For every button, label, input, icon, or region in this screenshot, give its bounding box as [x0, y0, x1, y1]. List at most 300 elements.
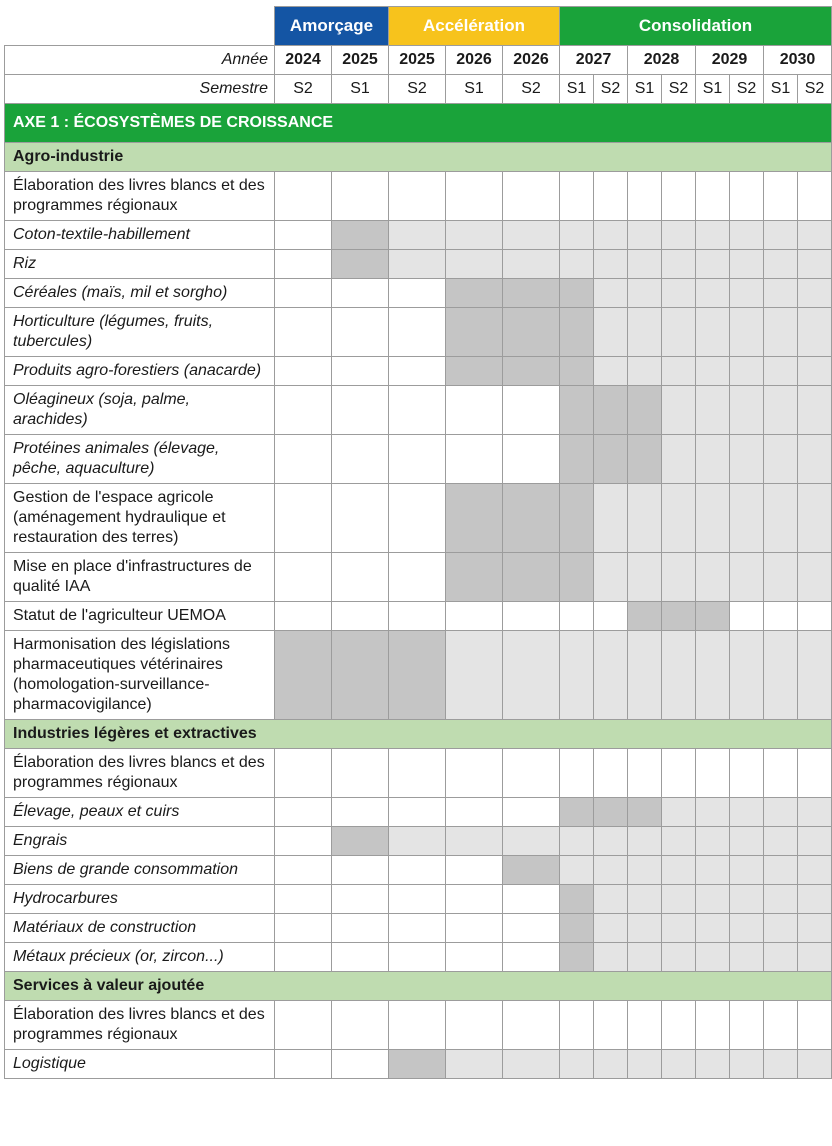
timeline-cell-empty: [332, 798, 389, 827]
timeline-cell-continuation: [628, 279, 662, 308]
timeline-cell-empty: [503, 943, 560, 972]
timeline-cell-empty: [389, 386, 446, 435]
timeline-cell-empty: [446, 943, 503, 972]
timeline-cell-continuation: [696, 885, 730, 914]
timeline-cell-empty: [446, 435, 503, 484]
activity-label: Élaboration des livres blancs et des programmes régionaux: [5, 749, 275, 798]
timeline-cell-empty: [389, 914, 446, 943]
timeline-cell-empty: [730, 1001, 764, 1050]
timeline-cell-continuation: [730, 308, 764, 357]
timeline-cell-continuation: [696, 798, 730, 827]
timeline-cell-continuation: [764, 357, 798, 386]
timeline-cell-empty: [332, 357, 389, 386]
timeline-cell-empty: [332, 386, 389, 435]
timeline-cell-continuation: [696, 943, 730, 972]
timeline-cell-active: [594, 386, 628, 435]
timeline-cell-empty: [332, 279, 389, 308]
timeline-cell-empty: [332, 1050, 389, 1079]
timeline-cell-continuation: [764, 279, 798, 308]
timeline-cell-continuation: [594, 885, 628, 914]
year-header: 2026: [503, 46, 560, 75]
semester-header: S2: [389, 75, 446, 104]
timeline-cell-continuation: [662, 484, 696, 553]
activity-row: [5, 749, 832, 798]
timeline-cell-empty: [594, 749, 628, 798]
timeline-cell-active: [662, 602, 696, 631]
timeline-cell-continuation: [594, 279, 628, 308]
timeline-cell-empty: [389, 602, 446, 631]
timeline-cell-active: [446, 357, 503, 386]
timeline-cell-continuation: [798, 1050, 832, 1079]
timeline-cell-empty: [275, 827, 332, 856]
timeline-cell-continuation: [662, 435, 696, 484]
timeline-cell-empty: [594, 1001, 628, 1050]
timeline-cell-continuation: [662, 798, 696, 827]
timeline-cell-empty: [764, 172, 798, 221]
phase-header-row: [5, 7, 832, 46]
timeline-cell-empty: [389, 279, 446, 308]
timeline-cell-continuation: [798, 279, 832, 308]
timeline-cell-active: [446, 308, 503, 357]
activity-row: [5, 435, 832, 484]
timeline-cell-continuation: [560, 856, 594, 885]
timeline-cell-active: [332, 631, 389, 720]
timeline-cell-continuation: [764, 221, 798, 250]
section-row: [5, 143, 832, 172]
timeline-cell-continuation: [594, 631, 628, 720]
timeline-cell-continuation: [730, 631, 764, 720]
timeline-cell-empty: [503, 386, 560, 435]
timeline-cell-empty: [798, 602, 832, 631]
semester-header: S2: [503, 75, 560, 104]
timeline-cell-continuation: [560, 250, 594, 279]
timeline-cell-continuation: [798, 856, 832, 885]
activity-row: [5, 1001, 832, 1050]
timeline-cell-continuation: [446, 221, 503, 250]
semester-header: S1: [764, 75, 798, 104]
activity-row: [5, 172, 832, 221]
timeline-cell-empty: [275, 798, 332, 827]
timeline-cell-empty: [332, 885, 389, 914]
timeline-cell-active: [503, 357, 560, 386]
timeline-cell-continuation: [662, 386, 696, 435]
activity-label: Céréales (maïs, mil et sorgho): [5, 279, 275, 308]
timeline-cell-empty: [696, 1001, 730, 1050]
activity-row: [5, 484, 832, 553]
timeline-cell-active: [446, 279, 503, 308]
timeline-cell-continuation: [594, 357, 628, 386]
activity-label: Horticulture (légumes, fruits, tubercules): [5, 308, 275, 357]
year-header: 2028: [628, 46, 696, 75]
activity-label: Mise en place d'infrastructures de qualité IAA: [5, 553, 275, 602]
timeline-cell-active: [560, 553, 594, 602]
activity-row: [5, 279, 832, 308]
timeline-cell-empty: [389, 357, 446, 386]
timeline-cell-empty: [332, 435, 389, 484]
activity-row: [5, 631, 832, 720]
timeline-cell-active: [446, 484, 503, 553]
timeline-cell-empty: [560, 602, 594, 631]
timeline-cell-continuation: [696, 386, 730, 435]
timeline-cell-empty: [662, 749, 696, 798]
timeline-cell-empty: [446, 885, 503, 914]
timeline-cell-continuation: [628, 357, 662, 386]
timeline-cell-continuation: [662, 943, 696, 972]
timeline-cell-empty: [275, 885, 332, 914]
timeline-cell-active: [628, 798, 662, 827]
timeline-cell-continuation: [389, 250, 446, 279]
timeline-cell-continuation: [764, 1050, 798, 1079]
semester-header: S2: [798, 75, 832, 104]
timeline-cell-continuation: [662, 553, 696, 602]
timeline-cell-active: [560, 484, 594, 553]
timeline-cell-continuation: [798, 914, 832, 943]
timeline-cell-continuation: [696, 484, 730, 553]
timeline-cell-continuation: [662, 357, 696, 386]
timeline-cell-continuation: [798, 798, 832, 827]
timeline-cell-continuation: [662, 885, 696, 914]
semester-header: S2: [275, 75, 332, 104]
timeline-cell-empty: [503, 885, 560, 914]
activity-label: Protéines animales (élevage, pêche, aquaculture): [5, 435, 275, 484]
timeline-cell-active: [503, 856, 560, 885]
phase-header-0: Amorçage: [275, 7, 389, 46]
timeline-cell-empty: [696, 172, 730, 221]
timeline-cell-active: [560, 914, 594, 943]
timeline-cell-continuation: [730, 914, 764, 943]
semester-header: S1: [560, 75, 594, 104]
timeline-cell-empty: [275, 856, 332, 885]
timeline-cell-empty: [594, 172, 628, 221]
timeline-cell-continuation: [628, 553, 662, 602]
activity-row: [5, 308, 832, 357]
timeline-cell-empty: [662, 172, 696, 221]
timeline-cell-active: [560, 308, 594, 357]
timeline-cell-empty: [389, 172, 446, 221]
timeline-cell-continuation: [798, 943, 832, 972]
timeline-cell-continuation: [628, 308, 662, 357]
timeline-cell-empty: [275, 553, 332, 602]
timeline-cell-empty: [389, 484, 446, 553]
timeline-cell-continuation: [730, 250, 764, 279]
timeline-cell-continuation: [764, 386, 798, 435]
semester-header: S1: [332, 75, 389, 104]
timeline-cell-continuation: [628, 250, 662, 279]
timeline-cell-empty: [446, 749, 503, 798]
timeline-cell-empty: [332, 602, 389, 631]
timeline-cell-active: [446, 553, 503, 602]
timeline-cell-continuation: [560, 631, 594, 720]
timeline-cell-continuation: [798, 484, 832, 553]
timeline-cell-active: [594, 435, 628, 484]
timeline-cell-empty: [332, 943, 389, 972]
timeline-cell-continuation: [594, 221, 628, 250]
activity-label: Logistique: [5, 1050, 275, 1079]
axe-title: AXE 1 : ÉCOSYSTÈMES DE CROISSANCE: [5, 104, 832, 143]
timeline-cell-continuation: [730, 435, 764, 484]
timeline-cell-continuation: [446, 827, 503, 856]
timeline-cell-continuation: [798, 553, 832, 602]
timeline-cell-continuation: [594, 484, 628, 553]
activity-row: [5, 602, 832, 631]
axe-row: [5, 104, 832, 143]
activity-row: [5, 250, 832, 279]
timeline-cell-continuation: [696, 827, 730, 856]
activity-row: [5, 885, 832, 914]
phase-header-1: Accélération: [389, 7, 560, 46]
year-header: 2024: [275, 46, 332, 75]
timeline-cell-empty: [764, 1001, 798, 1050]
timeline-cell-continuation: [764, 250, 798, 279]
timeline-cell-empty: [389, 885, 446, 914]
activity-label: Élaboration des livres blancs et des programmes régionaux: [5, 172, 275, 221]
semester-header: S2: [662, 75, 696, 104]
timeline-cell-continuation: [628, 484, 662, 553]
timeline-cell-empty: [389, 856, 446, 885]
timeline-cell-continuation: [798, 221, 832, 250]
timeline-cell-active: [628, 386, 662, 435]
timeline-cell-continuation: [764, 798, 798, 827]
section-row: [5, 720, 832, 749]
timeline-cell-active: [696, 602, 730, 631]
timeline-cell-continuation: [730, 827, 764, 856]
timeline-cell-empty: [503, 172, 560, 221]
timeline-cell-empty: [503, 1001, 560, 1050]
semester-header: S1: [446, 75, 503, 104]
timeline-cell-continuation: [696, 357, 730, 386]
timeline-cell-empty: [503, 914, 560, 943]
timeline-cell-empty: [389, 798, 446, 827]
activity-row: [5, 1050, 832, 1079]
activity-label: Harmonisation des législations pharmaceutiques vétérinaires (homologation-surveillance-pharmacovigilance): [5, 631, 275, 720]
timeline-cell-continuation: [389, 221, 446, 250]
timeline-cell-continuation: [696, 631, 730, 720]
semester-row: [5, 75, 832, 104]
timeline-cell-empty: [662, 1001, 696, 1050]
timeline-cell-active: [332, 250, 389, 279]
year-row: [5, 46, 832, 75]
timeline-cell-continuation: [696, 279, 730, 308]
timeline-cell-active: [560, 357, 594, 386]
timeline-cell-active: [389, 1050, 446, 1079]
timeline-cell-continuation: [628, 943, 662, 972]
timeline-cell-empty: [332, 749, 389, 798]
timeline-cell-active: [389, 631, 446, 720]
timeline-cell-active: [503, 308, 560, 357]
timeline-cell-empty: [332, 172, 389, 221]
timeline-cell-continuation: [696, 914, 730, 943]
activity-label: Gestion de l'espace agricole (aménagement hydraulique et restauration des terres): [5, 484, 275, 553]
timeline-cell-empty: [389, 749, 446, 798]
timeline-cell-continuation: [628, 856, 662, 885]
timeline-cell-empty: [764, 602, 798, 631]
timeline-cell-continuation: [764, 308, 798, 357]
year-header: 2025: [332, 46, 389, 75]
timeline-cell-empty: [446, 856, 503, 885]
timeline-cell-empty: [446, 798, 503, 827]
timeline-cell-continuation: [764, 553, 798, 602]
timeline-cell-active: [560, 885, 594, 914]
roadmap-table-container: [4, 6, 832, 1079]
timeline-cell-empty: [389, 308, 446, 357]
timeline-cell-empty: [275, 749, 332, 798]
timeline-cell-continuation: [764, 914, 798, 943]
timeline-cell-empty: [275, 602, 332, 631]
timeline-cell-continuation: [730, 221, 764, 250]
activity-label: Statut de l'agriculteur UEMOA: [5, 602, 275, 631]
timeline-cell-empty: [628, 749, 662, 798]
timeline-cell-empty: [560, 749, 594, 798]
timeline-cell-continuation: [446, 631, 503, 720]
timeline-cell-empty: [275, 172, 332, 221]
timeline-cell-continuation: [662, 914, 696, 943]
activity-label: Coton-textile-habillement: [5, 221, 275, 250]
timeline-cell-continuation: [628, 914, 662, 943]
activity-label: Riz: [5, 250, 275, 279]
timeline-cell-continuation: [798, 435, 832, 484]
timeline-cell-active: [560, 943, 594, 972]
activity-row: [5, 357, 832, 386]
timeline-cell-empty: [389, 435, 446, 484]
year-header: 2025: [389, 46, 446, 75]
section-title: Industries légères et extractives: [5, 720, 832, 749]
section-title: Services à valeur ajoutée: [5, 972, 832, 1001]
timeline-cell-continuation: [764, 631, 798, 720]
timeline-cell-empty: [275, 386, 332, 435]
timeline-cell-continuation: [730, 885, 764, 914]
timeline-cell-continuation: [730, 798, 764, 827]
timeline-cell-empty: [275, 357, 332, 386]
timeline-cell-continuation: [662, 827, 696, 856]
timeline-cell-continuation: [662, 856, 696, 885]
activity-label: Oléagineux (soja, palme, arachides): [5, 386, 275, 435]
timeline-cell-empty: [730, 172, 764, 221]
timeline-cell-continuation: [628, 221, 662, 250]
timeline-cell-empty: [503, 798, 560, 827]
timeline-cell-continuation: [594, 553, 628, 602]
timeline-cell-continuation: [798, 386, 832, 435]
timeline-cell-continuation: [503, 827, 560, 856]
activity-label: Biens de grande consommation: [5, 856, 275, 885]
activity-label: Élaboration des livres blancs et des programmes régionaux: [5, 1001, 275, 1050]
timeline-cell-continuation: [594, 308, 628, 357]
activity-row: [5, 798, 832, 827]
year-header: 2026: [446, 46, 503, 75]
timeline-cell-continuation: [696, 435, 730, 484]
timeline-cell-active: [503, 279, 560, 308]
activity-row: [5, 386, 832, 435]
timeline-cell-empty: [275, 435, 332, 484]
timeline-cell-continuation: [730, 386, 764, 435]
timeline-cell-continuation: [764, 885, 798, 914]
timeline-cell-continuation: [628, 1050, 662, 1079]
timeline-cell-continuation: [594, 943, 628, 972]
semester-header: S1: [628, 75, 662, 104]
timeline-cell-continuation: [560, 1050, 594, 1079]
timeline-cell-empty: [332, 308, 389, 357]
year-header: 2029: [696, 46, 764, 75]
activity-label: Engrais: [5, 827, 275, 856]
timeline-cell-continuation: [798, 827, 832, 856]
activity-row: [5, 553, 832, 602]
timeline-cell-empty: [275, 914, 332, 943]
timeline-cell-continuation: [560, 827, 594, 856]
timeline-cell-empty: [560, 172, 594, 221]
activity-label: Hydrocarbures: [5, 885, 275, 914]
timeline-cell-continuation: [764, 856, 798, 885]
timeline-cell-continuation: [798, 357, 832, 386]
timeline-cell-empty: [275, 484, 332, 553]
activity-row: [5, 221, 832, 250]
timeline-cell-continuation: [798, 631, 832, 720]
timeline-cell-empty: [503, 749, 560, 798]
timeline-cell-continuation: [560, 221, 594, 250]
timeline-cell-active: [332, 221, 389, 250]
timeline-cell-continuation: [730, 1050, 764, 1079]
timeline-cell-continuation: [662, 221, 696, 250]
timeline-cell-empty: [332, 856, 389, 885]
timeline-cell-empty: [798, 172, 832, 221]
timeline-cell-active: [560, 798, 594, 827]
timeline-cell-continuation: [730, 943, 764, 972]
timeline-cell-continuation: [764, 435, 798, 484]
timeline-cell-continuation: [696, 856, 730, 885]
timeline-cell-continuation: [696, 221, 730, 250]
timeline-cell-continuation: [696, 250, 730, 279]
year-header: 2027: [560, 46, 628, 75]
timeline-cell-continuation: [662, 308, 696, 357]
timeline-cell-empty: [275, 308, 332, 357]
semester-row-label: Semestre: [5, 75, 275, 104]
timeline-cell-empty: [275, 943, 332, 972]
semester-header: S1: [696, 75, 730, 104]
timeline-cell-continuation: [594, 1050, 628, 1079]
timeline-cell-empty: [275, 1001, 332, 1050]
timeline-cell-empty: [389, 943, 446, 972]
timeline-cell-continuation: [594, 914, 628, 943]
timeline-cell-continuation: [446, 250, 503, 279]
timeline-cell-active: [503, 553, 560, 602]
timeline-cell-empty: [332, 553, 389, 602]
timeline-cell-active: [560, 386, 594, 435]
activity-label: Produits agro-forestiers (anacarde): [5, 357, 275, 386]
timeline-cell-continuation: [662, 279, 696, 308]
timeline-cell-continuation: [696, 308, 730, 357]
timeline-cell-continuation: [798, 250, 832, 279]
timeline-cell-active: [332, 827, 389, 856]
timeline-cell-empty: [730, 602, 764, 631]
timeline-cell-continuation: [594, 250, 628, 279]
activity-row: [5, 914, 832, 943]
timeline-cell-continuation: [798, 885, 832, 914]
activity-label: Matériaux de construction: [5, 914, 275, 943]
timeline-cell-empty: [275, 1050, 332, 1079]
timeline-cell-continuation: [628, 827, 662, 856]
timeline-cell-empty: [594, 602, 628, 631]
timeline-cell-active: [594, 798, 628, 827]
timeline-cell-continuation: [389, 827, 446, 856]
timeline-cell-empty: [798, 749, 832, 798]
timeline-cell-empty: [503, 602, 560, 631]
timeline-cell-active: [503, 484, 560, 553]
activity-row: [5, 943, 832, 972]
timeline-cell-continuation: [730, 484, 764, 553]
timeline-cell-empty: [446, 602, 503, 631]
semester-header: S2: [730, 75, 764, 104]
timeline-cell-active: [560, 279, 594, 308]
timeline-cell-continuation: [696, 1050, 730, 1079]
timeline-cell-continuation: [662, 1050, 696, 1079]
